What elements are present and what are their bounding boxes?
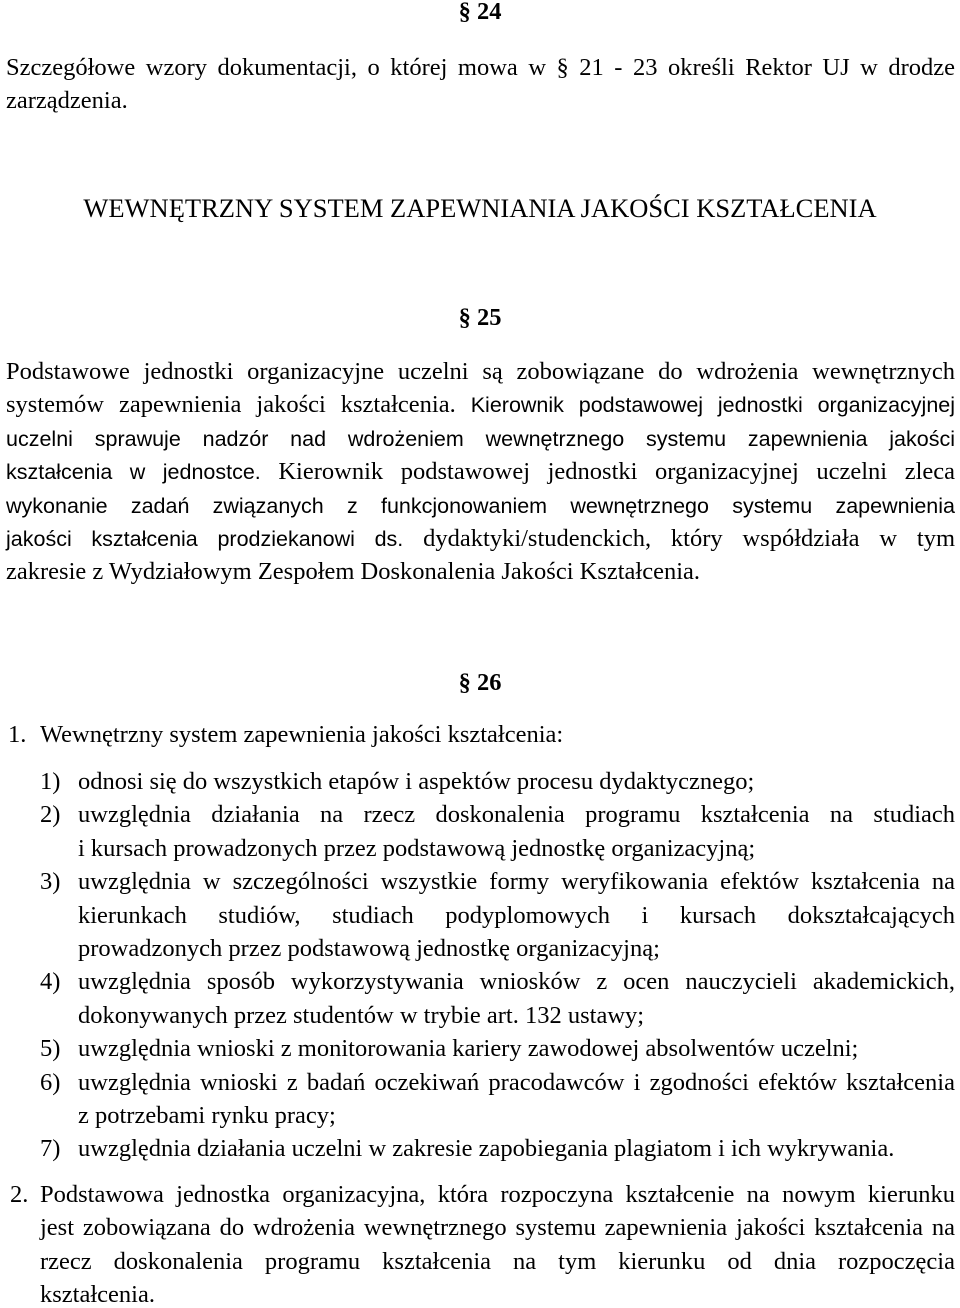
chapter-title: WEWNĘTRZNY SYSTEM ZAPEWNIANIA JAKOŚCI KSZTAŁCENIA [83,193,877,223]
list-item-number: 2) [40,801,61,829]
paragraph-line [6,458,955,486]
paragraph-line [6,495,955,517]
list-item-text [78,1068,955,1129]
list-item-line: uwzględnia wnioski z badań oczekiwań pracodawców i zgodności efektów kształcenia [78,1068,955,1096]
section-26-heading: § 26 [458,669,502,696]
list-item-line: kierunkach studiów, studiach podyplomowych i kursach dokształcających [78,901,955,929]
paragraph-line: Podstawowa jednostka organizacyjna, która rozpoczyna kształcenie na nowym kierunku [40,1181,955,1208]
section-24-paragraph [6,54,955,115]
amended-text-segment: Kierownik podstawowej jednostki organizacyjnej [470,393,956,418]
list-item [40,1035,955,1063]
point-1-list [40,768,955,1163]
paragraph-text-segment: Podstawowe jednostki organizacyjne uczelni są zobowiązane do wdrożenia wewnętrznych [6,358,955,385]
list-item-line: odnosi się do wszystkich etapów i aspektów procesu dydaktycznego; [78,768,755,795]
amended-text-segment: wykonanie zadań związanych z funkcjonowaniem wewnętrznego systemu zapewnienia [6,493,955,518]
list-item-number: 1) [40,768,61,795]
paragraph-line [6,558,955,586]
list-item-line: dokonywanych przez studentów w trybie art. 132 ustawy; [78,1001,645,1029]
section-24-heading: § 24 [458,0,502,25]
point-2 [10,1181,955,1308]
amended-text-segment: uczelni sprawuje nadzór nad wdrożeniem wewnętrznego systemu zapewnienia jakości [6,426,955,451]
list-item-line: uwzględnia sposób wykorzystywania wniosków z ocen nauczycieli akademickich, [78,968,955,996]
point-2-text [40,1181,955,1308]
section-25-paragraph [6,358,956,586]
paragraph-line: Szczegółowe wzory dokumentacji, o której mowa w § 21 - 23 określi Rektor UJ w drodze [6,54,955,81]
list-item-number: 4) [40,968,61,996]
paragraph-line [6,358,955,385]
list-item-number: 7) [40,1135,61,1163]
section-25-heading: § 25 [458,304,502,331]
list-item [40,968,955,1029]
point-number: 2. [10,1181,29,1208]
list-item-line: uwzględnia działania na rzecz doskonalenia programu kształcenia na studiach [78,801,955,829]
list-item-line: z potrzebami rynku pracy; [78,1101,336,1129]
paragraph-line [6,428,955,450]
paragraph-line [6,524,956,552]
list-item [40,768,955,795]
list-item-line: uwzględnia w szczególności wszystkie formy weryfikowania efektów kształcenia na [78,868,955,896]
paragraph-text-segment: dydaktyki/studenckich, który współdziała w tym [423,524,956,552]
paragraph-text-segment: zakresie z Wydziałowym Zespołem Doskonalenia Jakości Kształcenia. [6,558,701,586]
list-item-line: i kursach prowadzonych przez podstawową jednostkę organizacyjną; [78,834,756,862]
paragraph-line [6,391,956,419]
list-item [40,868,955,962]
list-item-text [78,968,955,1029]
list-item-text [78,1135,955,1163]
list-item-text [78,801,955,862]
list-item-text [78,1035,955,1063]
list-item-number: 3) [40,868,61,896]
list-item-text [78,768,955,795]
list-item-number: 5) [40,1035,61,1063]
paragraph-line: zarządzenia. [6,87,128,115]
point-lead-text: Wewnętrzny system zapewnienia jakości kształcenia: [40,721,564,748]
list-item-line: prowadzonych przez podstawową jednostkę organizacyjną; [78,934,660,962]
amended-text-segment: jakości kształcenia prodziekanowi ds. [6,526,404,551]
amended-text-segment: kształcenia w jednostce. [6,460,261,485]
paragraph-line: rzecz doskonalenia programu kształcenia na tym kierunku od dnia rozpoczęcia [40,1247,955,1275]
list-item [40,1068,955,1129]
point-number: 1. [8,721,27,748]
paragraph-line: kształcenia. [40,1281,155,1308]
list-item-number: 6) [40,1068,61,1096]
list-item-text [78,868,955,962]
list-item [40,801,955,862]
list-item-line: uwzględnia wnioski z monitorowania kariery zawodowej absolwentów uczelni; [78,1035,859,1063]
point-1-lead [8,721,955,748]
paragraph-text-segment: systemów zapewnienia jakości kształcenia. [6,391,456,419]
paragraph-line: jest zobowiązana do wdrożenia wewnętrznego systemu zapewnienia jakości kształcenia na [40,1214,955,1242]
paragraph-text-segment: Kierownik podstawowej jednostki organizacyjnej uczelni zleca [278,458,955,486]
list-item [40,1135,955,1163]
list-item-line: uwzględnia działania uczelni w zakresie zapobiegania plagiatom i ich wykrywania. [78,1135,895,1163]
